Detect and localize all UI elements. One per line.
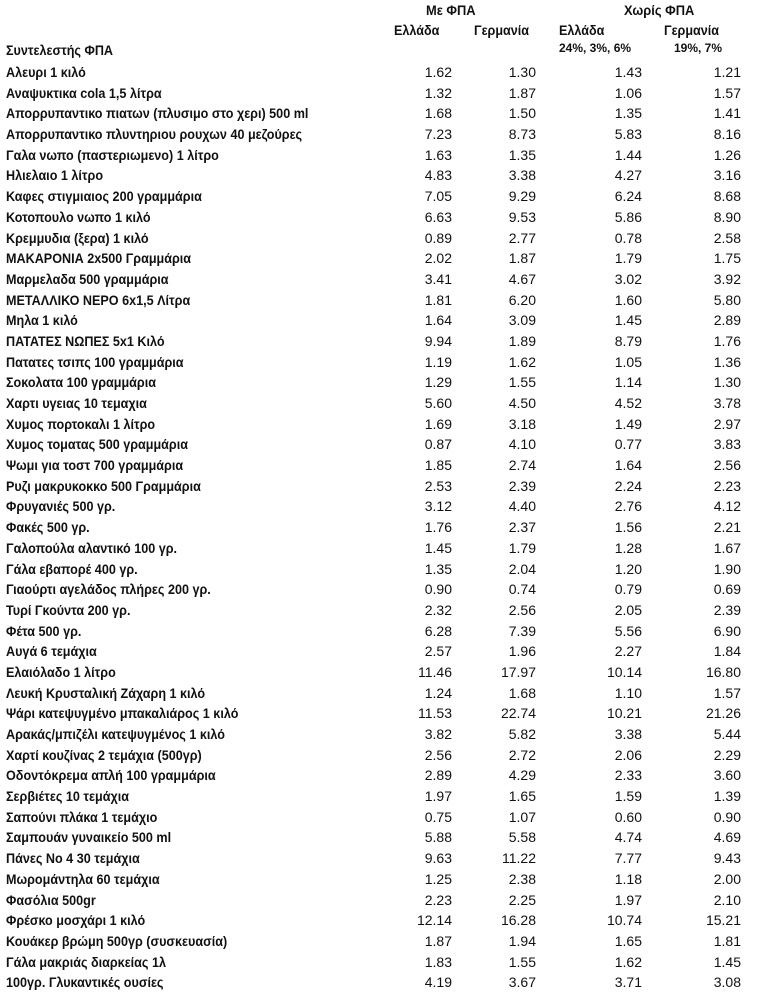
table-row (0, 600, 761, 621)
price-greece-novat: 5.83 (614, 126, 642, 143)
product-name: Μαρμελαδα 500 γραμμάρια (6, 270, 169, 287)
price-greece-vat: 1.81 (424, 291, 452, 308)
price-greece-vat: 1.69 (424, 415, 452, 432)
price-germany-vat: 1.55 (508, 953, 536, 970)
product-name: Αναψυκτικα cola 1,5 λίτρα (6, 84, 162, 101)
rate-note-germany: 19%, 7% (674, 41, 723, 55)
price-germany-vat: 1.87 (508, 84, 536, 101)
price-germany-novat: 2.10 (713, 891, 741, 908)
product-name: Σαπούνι πλάκα 1 τεμάχιο (6, 808, 158, 825)
price-germany-vat: 9.29 (508, 188, 536, 205)
price-germany-vat: 1.79 (508, 539, 536, 556)
table-row (0, 786, 761, 807)
price-germany-vat: 16.28 (500, 912, 536, 929)
price-germany-vat: 1.94 (508, 932, 536, 949)
price-greece-novat: 4.27 (614, 167, 642, 184)
price-greece-novat: 8.79 (614, 332, 642, 349)
price-germany-novat: 21.26 (705, 705, 741, 722)
price-germany-novat: 1.67 (713, 539, 741, 556)
price-greece-vat: 6.63 (424, 208, 452, 225)
table-row (0, 641, 761, 662)
table-row (0, 124, 761, 145)
price-germany-vat: 3.09 (508, 312, 536, 329)
product-name: Ρυζι μακρυκοκκο 500 Γραμμάρια (6, 477, 201, 494)
price-germany-novat: 2.89 (713, 312, 741, 329)
price-germany-novat: 3.60 (713, 767, 741, 784)
price-greece-vat: 1.24 (424, 684, 452, 701)
table-row (0, 434, 761, 455)
price-germany-vat: 2.25 (508, 891, 536, 908)
price-germany-novat: 1.39 (713, 788, 741, 805)
table-row (0, 910, 761, 931)
product-name: Γαλοπούλα αλαντικό 100 γρ. (6, 539, 178, 556)
price-greece-vat: 11.53 (418, 705, 452, 722)
price-germany-novat: 9.43 (713, 850, 741, 867)
price-germany-novat: 15.21 (705, 912, 741, 929)
price-germany-novat: 0.69 (713, 581, 741, 598)
price-germany-novat: 2.58 (713, 229, 741, 246)
price-germany-novat: 6.90 (713, 622, 741, 639)
price-greece-novat: 3.38 (614, 726, 642, 742)
table-row (0, 455, 761, 476)
price-germany-novat: 3.78 (713, 395, 741, 411)
price-germany-novat: 1.45 (713, 953, 741, 970)
price-germany-vat: 1.87 (508, 250, 536, 267)
price-germany-novat: 1.90 (713, 560, 741, 577)
price-greece-vat: 1.32 (424, 84, 452, 101)
price-greece-vat: 2.53 (424, 477, 452, 494)
price-germany-novat: 1.30 (713, 374, 741, 391)
price-greece-vat: 1.64 (424, 312, 452, 329)
price-germany-novat: 4.69 (713, 829, 741, 846)
table-row (0, 724, 761, 745)
price-germany-vat: 1.30 (508, 64, 536, 80)
table-row (0, 972, 761, 993)
table-row (0, 621, 761, 642)
product-name: Σοκολατα 100 γραμμάρια (6, 374, 156, 391)
table-row (0, 165, 761, 186)
table-row (0, 103, 761, 124)
price-greece-novat: 1.20 (614, 560, 642, 577)
price-germany-vat: 2.39 (508, 477, 536, 494)
price-germany-vat: 6.20 (508, 291, 536, 308)
price-germany-vat: 1.07 (508, 808, 536, 825)
product-name: Πάνες Νο 4 30 τεμάχια (6, 850, 140, 867)
product-name: Λευκή Κρυσταλική Ζάχαρη 1 κιλό (6, 684, 206, 701)
price-germany-vat: 2.04 (508, 560, 536, 577)
price-greece-novat: 0.79 (614, 581, 642, 598)
price-germany-novat: 3.83 (713, 436, 741, 453)
price-germany-novat: 8.90 (713, 208, 741, 225)
product-name: Σερβιέτες 10 τεμάχια (6, 788, 129, 805)
product-name: Φακές 500 γρ. (6, 519, 90, 536)
price-germany-novat: 3.16 (713, 167, 741, 184)
price-greece-vat: 3.82 (424, 726, 452, 742)
price-germany-vat: 2.72 (508, 746, 536, 763)
price-germany-novat: 2.56 (713, 457, 741, 474)
product-name: Χαρτι υγειας 10 τεμαχια (6, 395, 147, 411)
price-greece-vat: 3.41 (424, 270, 452, 287)
product-name: Χαρτί κουζίνας 2 τεμάχια (500γρ) (6, 746, 202, 763)
price-greece-novat: 1.28 (614, 539, 642, 556)
price-germany-novat: 1.81 (713, 932, 741, 949)
price-germany-vat: 2.37 (508, 519, 536, 536)
table-row (0, 931, 761, 952)
col-header-greece-vat: Ελλάδα (394, 22, 440, 38)
col-header-germany-novat: Γερμανία (664, 22, 720, 38)
product-name: Απορρυπαντικο πιατων (πλυσιμο στο χερι) 500 ml (6, 105, 309, 122)
price-germany-novat: 1.26 (713, 146, 741, 163)
table-row (0, 310, 761, 331)
price-greece-vat: 1.19 (424, 353, 452, 370)
price-greece-vat: 1.68 (424, 105, 452, 122)
price-greece-vat: 1.45 (424, 539, 452, 556)
price-greece-vat: 4.83 (424, 167, 452, 184)
price-germany-novat: 2.21 (713, 519, 741, 536)
price-greece-vat: 11.46 (418, 663, 452, 680)
price-germany-vat: 3.67 (508, 974, 536, 991)
price-germany-vat: 1.62 (508, 353, 536, 370)
price-germany-novat: 2.97 (713, 415, 741, 432)
product-name: Οδοντόκρεμα απλή 100 γραμμάρια (6, 767, 216, 784)
price-germany-novat: 2.00 (713, 870, 741, 887)
table-row (0, 414, 761, 435)
price-germany-vat: 2.77 (508, 229, 536, 246)
table-row (0, 145, 761, 166)
table-row (0, 559, 761, 580)
price-greece-vat: 2.02 (424, 250, 452, 267)
table-row (0, 228, 761, 249)
col-header-greece-novat: Ελλάδα (559, 22, 605, 38)
price-germany-novat: 1.84 (713, 643, 741, 660)
price-germany-vat: 17.97 (500, 663, 536, 680)
price-germany-vat: 1.65 (508, 788, 536, 805)
price-germany-novat: 1.57 (713, 684, 741, 701)
price-germany-vat: 1.55 (508, 374, 536, 391)
price-germany-vat: 2.74 (508, 457, 536, 474)
product-name: Ηλιελαιο 1 λίτρο (6, 167, 104, 184)
price-greece-novat: 2.24 (614, 477, 642, 494)
product-name: Φασόλια 500gr (6, 891, 96, 908)
price-greece-novat: 1.64 (614, 457, 642, 474)
table-row (0, 352, 761, 373)
price-greece-novat: 6.24 (614, 188, 642, 205)
price-germany-vat: 5.58 (508, 829, 536, 846)
price-germany-vat: 3.38 (508, 167, 536, 184)
price-greece-novat: 3.02 (614, 270, 642, 287)
price-greece-vat: 1.97 (424, 788, 452, 805)
price-greece-novat: 1.62 (614, 953, 642, 970)
product-name: Ψάρι κατεψυγμένο μπακαλιάρος 1 κιλό (6, 705, 239, 722)
price-greece-vat: 12.14 (416, 912, 452, 929)
col-header-germany-vat: Γερμανία (474, 22, 530, 38)
price-germany-novat: 3.92 (713, 270, 741, 287)
price-greece-novat: 4.52 (614, 395, 642, 411)
price-greece-novat: 10.21 (606, 705, 642, 722)
price-germany-vat: 3.18 (508, 415, 536, 432)
price-germany-vat: 1.35 (508, 146, 536, 163)
price-germany-vat: 1.68 (508, 684, 536, 701)
price-germany-vat: 5.82 (508, 726, 536, 742)
product-name: Γάλα εβαπορέ 400 γρ. (6, 560, 138, 577)
price-greece-novat: 3.71 (614, 974, 642, 991)
price-greece-novat: 10.14 (606, 663, 642, 680)
price-germany-vat: 1.50 (508, 105, 536, 122)
table-row (0, 662, 761, 683)
table-row (0, 765, 761, 786)
product-name: Ελαιόλαδο 1 λίτρο (6, 663, 116, 680)
product-name: ΠΑΤΑΤΕΣ ΝΩΠΕΣ 5x1 Κιλό (6, 332, 165, 349)
table-row (0, 703, 761, 724)
price-germany-vat: 9.53 (508, 208, 536, 225)
price-greece-novat: 2.76 (614, 498, 642, 515)
price-germany-vat: 1.89 (508, 332, 536, 349)
price-greece-vat: 4.19 (424, 974, 452, 991)
price-germany-novat: 1.41 (713, 105, 741, 122)
table-row (0, 827, 761, 848)
product-name: Κοτοπουλο νωπο 1 κιλό (6, 208, 151, 225)
table-row (0, 807, 761, 828)
product-name: Φρέσκο μοσχάρι 1 κιλό (6, 912, 146, 929)
table-row (0, 683, 761, 704)
price-greece-vat: 0.90 (424, 581, 452, 598)
price-greece-vat: 1.35 (424, 560, 452, 577)
price-germany-vat: 11.22 (502, 850, 536, 867)
price-germany-novat: 1.76 (713, 332, 741, 349)
price-greece-novat: 1.59 (614, 788, 642, 805)
table-row (0, 496, 761, 517)
price-greece-novat: 1.45 (614, 312, 642, 329)
price-germany-vat: 4.67 (508, 270, 536, 287)
product-name: ΜΕΤΑΛΛΙΚΟ ΝΕΡΟ 6x1,5 Λίτρα (6, 291, 191, 308)
price-germany-novat: 2.23 (713, 477, 741, 494)
price-germany-novat: 1.57 (713, 84, 741, 101)
price-greece-novat: 1.05 (614, 353, 642, 370)
product-name: Μηλα 1 κιλό (6, 312, 78, 329)
product-name: Γάλα μακριάς διαρκείας 1λ (6, 953, 167, 970)
price-greece-vat: 3.12 (424, 498, 452, 515)
table-row (0, 248, 761, 269)
table-row (0, 207, 761, 228)
price-greece-novat: 0.78 (614, 229, 642, 246)
price-greece-novat: 1.10 (614, 684, 642, 701)
price-germany-novat: 8.16 (713, 126, 741, 143)
price-greece-vat: 2.56 (424, 746, 452, 763)
product-name: Ψωμι για τοστ 700 γραμμάρια (6, 457, 184, 474)
product-name: Τυρί Γκούντα 200 γρ. (6, 601, 131, 618)
price-greece-novat: 1.44 (614, 146, 642, 163)
product-name: Φρυγανιές 500 γρ. (6, 498, 116, 515)
price-germany-vat: 0.74 (508, 581, 536, 598)
price-greece-novat: 2.05 (614, 601, 642, 618)
price-germany-novat: 8.68 (713, 188, 741, 205)
product-name: Καφες στιγμιαιος 200 γραμμάρια (6, 188, 202, 205)
price-greece-novat: 1.79 (614, 250, 642, 267)
table-row (0, 869, 761, 890)
price-greece-vat: 6.28 (424, 622, 452, 639)
table-row (0, 476, 761, 497)
price-greece-novat: 5.86 (614, 208, 642, 225)
price-greece-vat: 0.75 (424, 808, 452, 825)
price-greece-novat: 0.77 (614, 436, 642, 453)
price-germany-novat: 4.12 (713, 498, 741, 515)
table-row (0, 372, 761, 393)
product-name: Χυμος τοματας 500 γραμμάρια (6, 436, 188, 453)
price-greece-novat: 0.60 (614, 808, 642, 825)
product-name: Σαμπουάν γυναικείο 500 ml (6, 829, 172, 846)
price-greece-novat: 4.74 (614, 829, 642, 846)
price-germany-vat: 4.50 (508, 395, 536, 411)
price-germany-vat: 4.40 (508, 498, 536, 515)
product-name: Αλευρι 1 κιλό (6, 64, 86, 80)
product-name: ΜΑΚΑΡΟΝΙΑ 2x500 Γραμμάρια (6, 250, 192, 267)
price-germany-vat: 1.96 (508, 643, 536, 660)
price-greece-vat: 2.89 (424, 767, 452, 784)
price-greece-vat: 1.29 (424, 374, 452, 391)
price-greece-vat: 5.60 (424, 395, 452, 411)
price-greece-vat: 9.63 (424, 850, 452, 867)
rate-note-greece: 24%, 3%, 6% (559, 41, 632, 55)
table-row (0, 83, 761, 104)
table-row (0, 393, 761, 414)
price-greece-novat: 2.33 (614, 767, 642, 784)
price-germany-novat: 5.44 (713, 726, 741, 742)
product-name: Αυγά 6 τεμάχια (6, 643, 97, 660)
price-germany-novat: 16.80 (705, 663, 741, 680)
price-germany-vat: 4.10 (508, 436, 536, 453)
price-germany-novat: 2.39 (713, 601, 741, 618)
product-name: Αρακάς/μπιζέλι κατεψυγμένος 1 κιλό (6, 726, 225, 742)
price-germany-novat: 1.21 (713, 64, 741, 80)
product-name: Απορρυπαντικο πλυντηριου ρουχων 40 μεζούρες (6, 126, 303, 143)
price-greece-novat: 1.43 (614, 64, 642, 80)
product-name: Κρεμμυδια (ξερα) 1 κιλό (6, 229, 149, 246)
price-germany-vat: 2.38 (508, 870, 536, 887)
table-row (0, 517, 761, 538)
price-germany-novat: 5.80 (713, 291, 741, 308)
price-greece-novat: 5.56 (614, 622, 642, 639)
price-germany-novat: 1.75 (713, 250, 741, 267)
table-row (0, 848, 761, 869)
price-greece-novat: 1.97 (614, 891, 642, 908)
price-greece-vat: 1.63 (424, 146, 452, 163)
price-germany-vat: 4.29 (508, 767, 536, 784)
table-row (0, 745, 761, 766)
price-greece-vat: 9.94 (424, 332, 452, 349)
price-greece-vat: 1.87 (424, 932, 452, 949)
table-row (0, 290, 761, 311)
table-row (0, 186, 761, 207)
price-germany-novat: 3.08 (713, 974, 741, 991)
price-greece-novat: 1.65 (614, 932, 642, 949)
price-germany-vat: 7.39 (508, 622, 536, 639)
price-greece-vat: 0.87 (424, 436, 452, 453)
price-greece-novat: 2.27 (614, 643, 642, 660)
table-row (0, 331, 761, 352)
price-germany-vat: 8.73 (508, 126, 536, 143)
price-greece-vat: 2.57 (424, 643, 452, 660)
price-greece-vat: 7.05 (424, 188, 452, 205)
price-greece-novat: 1.49 (614, 415, 642, 432)
price-greece-vat: 1.62 (424, 64, 452, 80)
price-greece-novat: 1.35 (614, 105, 642, 122)
header-without-vat: Χωρίς ΦΠΑ (624, 2, 695, 18)
price-germany-vat: 2.56 (508, 601, 536, 618)
price-greece-novat: 1.06 (614, 84, 642, 101)
header-with-vat: Με ΦΠΑ (426, 2, 476, 18)
price-greece-novat: 1.14 (614, 374, 642, 391)
table-row (0, 62, 761, 83)
price-greece-vat: 1.76 (424, 519, 452, 536)
table-row (0, 890, 761, 911)
price-germany-vat: 22.74 (500, 705, 536, 722)
price-greece-vat: 0.89 (424, 229, 452, 246)
table-row (0, 538, 761, 559)
product-name: Μωρομάντηλα 60 τεμάχια (6, 870, 160, 887)
product-name: Κουάκερ βρώμη 500γρ (συσκευασία) (6, 932, 228, 949)
price-greece-novat: 2.06 (614, 746, 642, 763)
price-greece-novat: 1.56 (614, 519, 642, 536)
price-greece-vat: 1.83 (424, 953, 452, 970)
price-greece-novat: 10.74 (606, 912, 642, 929)
price-germany-novat: 1.36 (713, 353, 741, 370)
price-greece-novat: 7.77 (614, 850, 642, 867)
product-name: Φέτα 500 γρ. (6, 622, 82, 639)
price-greece-vat: 7.23 (424, 126, 452, 143)
price-greece-vat: 2.32 (424, 601, 452, 618)
price-table-body (0, 62, 761, 993)
table-row (0, 269, 761, 290)
price-greece-vat: 2.23 (424, 891, 452, 908)
price-greece-vat: 5.88 (424, 829, 452, 846)
price-greece-novat: 1.18 (614, 870, 642, 887)
price-germany-novat: 0.90 (713, 808, 741, 825)
price-greece-vat: 1.25 (424, 870, 452, 887)
product-name: Γαλα νωπο (παστεριωμενο) 1 λίτρο (6, 146, 219, 163)
price-greece-novat: 1.60 (614, 291, 642, 308)
table-row (0, 579, 761, 600)
product-name: Γιαούρτι αγελάδος πλήρες 200 γρ. (6, 581, 211, 598)
price-greece-vat: 1.85 (424, 457, 452, 474)
vat-rate-label: Συντελεστής ΦΠΑ (6, 42, 114, 58)
price-germany-novat: 2.29 (713, 746, 741, 763)
product-name: Πατατες τσιπς 100 γραμμάρια (6, 353, 184, 370)
table-row (0, 952, 761, 973)
product-name: 100γρ. Γλυκαντικές ουσίες (6, 974, 164, 991)
product-name: Χυμος πορτοκαλι 1 λίτρο (6, 415, 156, 432)
